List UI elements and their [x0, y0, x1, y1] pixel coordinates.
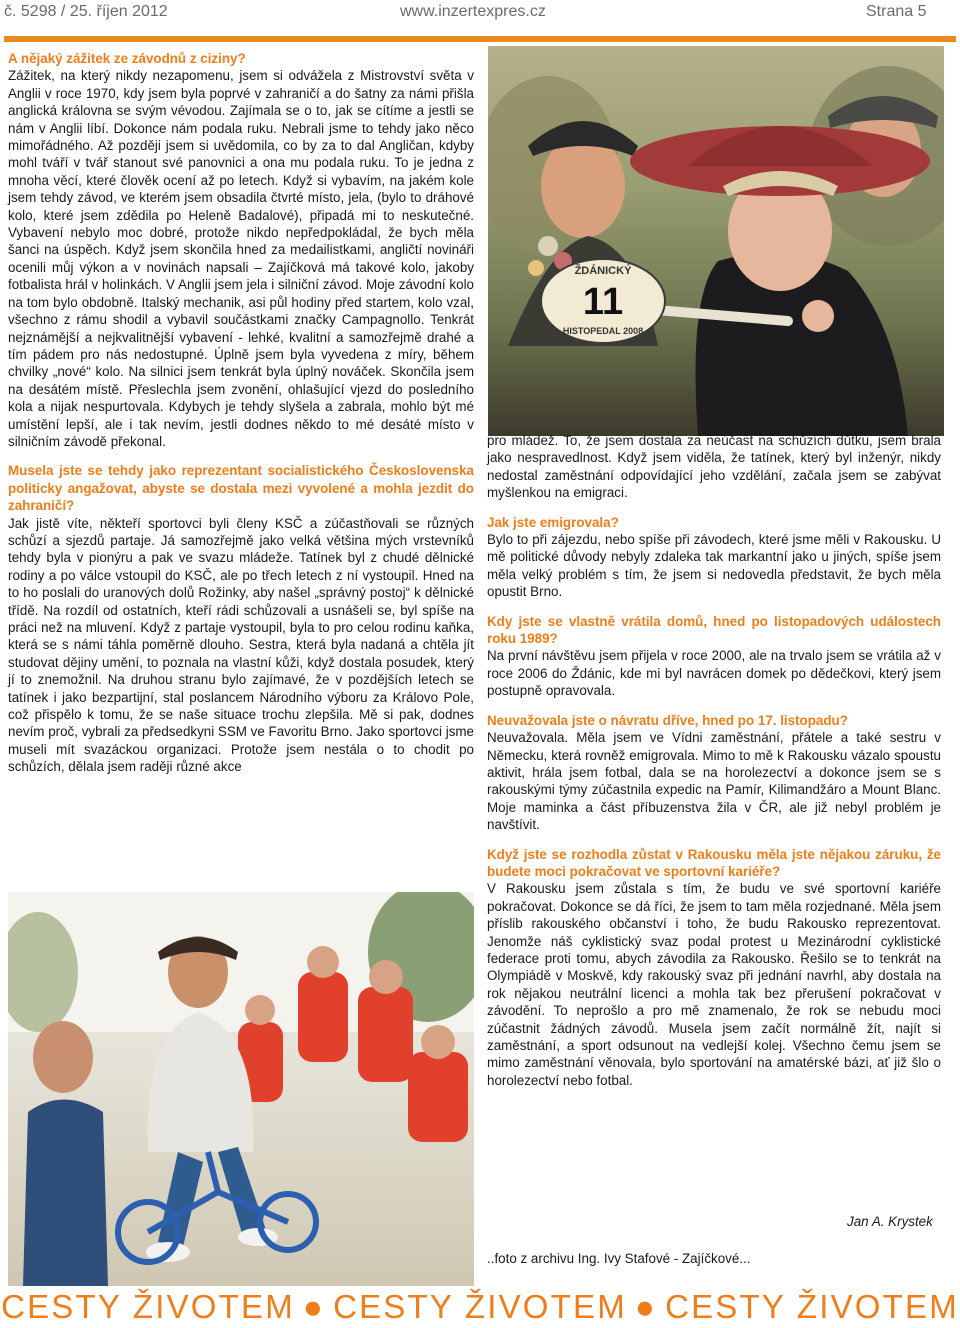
question-politics: Musela jste se tehdy jako reprezentant socialistického Československa politicky angažovat, abyste se dostala mezi vyvolené a mohla jezdit do zahraničí? [8, 463, 474, 514]
footer-title-1: CESTY ŽIVOTEM [1, 1288, 295, 1325]
header-rule [4, 36, 956, 42]
question-staying-austria: Když jste se rozhodla zůstat v Rakousku měla jste nějakou záruku, že budete moci pokračovat ve sportovní kariéře? [487, 846, 941, 879]
bullet-icon: ● [634, 1288, 658, 1325]
answer-foreign-experience: Zážitek, na který nikdy nezapomenu, jsem si odvážela z Mistrovství světa v Anglii v roce 1970, kdy jsem byla poprvé v zahraničí a do šatny za námi přišla anglická královna se svým vévodou. Zajímala se o to, jak se cítíme a jestli se nám v Anglii líbí. Dokonce nám podala ruku. Nebrali jsme to tehdy jako něco mimořádného. Až později jsem si uvědomila, co by za to dal Angličan, kdyby mohl tváří v tvář stanout své panovnici a ona mu podala ruku. To je jedna z mnoha věcí, které člověk ocení až po letech. Když si vybavím, na jakém kole jsem tehdy závod, ve kterém jsem obsadila čtvrté místo, jela, (bylo to dráhové kolo, které jsem zdědila po Heleně Badalové), připadá mi to neskutečné. Vybavení nebylo moc dobré, protože nikdo nepředpokládal, že bych měla šanci na úspěch. Když jsem skončila hned za medailistkami, angličtí novináři ocenili můj výkon a v novinách napsali – Zajíčková má takové kolo, jakoby fotbalista hrál v holinkách. V Anglii jsem jela i silniční závod. Moje závodní kolo na tom bylo obdobně. Italský mechanik, asi půl hodiny před startem, kolo vzal, všechno z rámu shodil a vybavil součástkami značky Campagnollo. Tenkrát nejznámější a nejkvalitnější vybavení - lehké, kvalitní a samozřejmě drahé a tím pádem pro nás nedostupné. Úplně jsem byla vyvedena z míry, během chvilky „nové“ kolo. Na silnici jsem tenkrát byla úplný nováček. Skončila jsem na desátém místě. Přeslechla jsem zvonění, ohlašující vjezd do posledního kola a nijak nespurtovala. Kdybych je tehdy slyšela a zabrala, mohlo být mé umístění lepší, ale i tak nevím, jestli dodnes někdo to mé desáté místo v silničním závodě překonal. [8, 68, 474, 449]
sign-number: 11 [582, 281, 624, 323]
race-number-sign [541, 259, 665, 343]
sign-subtitle: HISTOPEDAL 2008 [562, 326, 644, 336]
question-earlier-return: Neuvažovala jste o návratu dříve, hned po 17. listopadu? [487, 712, 848, 728]
photo-small-bicycle [8, 892, 474, 1286]
question-foreign-experience: A nějaký zážitek ze závodnů z ciziny? [8, 51, 246, 66]
photo-historical-costume [488, 46, 944, 436]
answer-staying-austria: V Rakousku jsem zůstala s tím, že budu ve své sportovní kariéře pokračovat. Dokonce se dá říci, že jsem to tam měla rozjednané. Měla jsem příslib rakouského občanství i toho, že budu Rakousko reprezentovat. Jenomže náš cyklistický svaz podal protest u Mezinárodní cyklistické federace proti tomu, abych závodila za Rakousko. Řešilo se to tenkrát na Olympiádě v Moskvě, kdy rakouský svaz při jednání navrhl, aby dostala na rok nějakou neutrální licenci a mohla tak bez přerušení pokračovat v závodění. To neprošlo a pro mě znamenalo, že rok se nebudu moci zúčastnit žádných závodů. Musela jsem začít normálně žít, najít si zaměstnání, a sport odsunout na vedlejší kolej. Všechno čemu jsem se mimo zaměstnání věnovala, bylo sportování na amatérské bázi, ať již šlo o horolezectví nebo fotbal. [487, 881, 941, 1088]
photo-credit: ..foto z archivu Ing. Ivy Stafové - Zajíčkové... [487, 1251, 751, 1266]
photo-small-bicycle-art [8, 892, 474, 1286]
footer-title-2: CESTY ŽIVOTEM [333, 1288, 627, 1325]
page-header [0, 0, 960, 30]
answer-return: Na první návštěvu jsem přijela v roce 2000, ale na trvalo jsem se vrátila až v roce 2006 do Ždánic, kde mi byl navrácen domek po dědečkovi, který jsem postupně opravovala. [487, 648, 941, 699]
answer-earlier-return: Neuvažovala. Měla jsem ve Vídni zaměstnání, přátele a také sestru v Německu, která rovněž emigrovala. Mimo to mě k Rakousku vázalo spoustu aktivit, hrála jsem fotbal, dala se na horolezectví a dokonce jsem se s rakouskými týmy zúčastnila expedic na Pamír, Kilimandžáro a Mount Blanc. Moje maminka a část příbuzenstva žila v ČR, ale již nebyl problém je navštívit. [487, 730, 941, 833]
bullet-icon: ● [302, 1288, 326, 1325]
article-left-column [8, 50, 474, 776]
question-return: Kdy jste se vlastně vrátila domů, hned po listopadových událostech roku 1989? [487, 613, 941, 647]
website-link[interactable]: www.inzertexpres.cz [400, 3, 546, 20]
answer-politics: Jak jistě víte, někteří sportovci byli členy KSČ a zúčastňovali se různých schůzí a sjezdů partaje. Já samozřejmě jako velká většina mých vrstevníků tehdy byla v pionýru a pak ve svazu mládeže. Tatínek byl z chudé dělnické rodiny a po válce vstoupil do KSČ, ale po třech letech z ní vystoupil. Hned na to ho poslali do uranových dolů Rožinky, aby našel „správný postoj“ k dělnické třídě. Na rozdíl od ostatních, kteří rádi schůzovali a usnášeli se, byl spíše na práci než na mluvení. Když z partaje vystoupil, byla to pro celou rodinu kaňka, která se s námi táhla poměrně dlouho. Sestra, která byla nadaná a chtěla jít studovat dějiny umění, to poznala na vlastní kůži, když dostala posudek, který jí to znemožnil. Na druhou stranu bylo zajímavé, že v pozdějších letech se tatínek i jako bezpartijní, stal poslancem Národního výboru za Královo Pole, což přispělo k tomu, že se naše situace trochu zlepšila. Mě si pak, dodnes nevím proč, vybrali za předsedkyni SSM ve Favoritu Brno. Jako sportovci jsme museli mít svazáckou organizaci. Protože jsem nestála o to chodit po schůzích, dělala jsem raději různé akce [8, 515, 474, 775]
page-footer-banner [0, 1288, 960, 1328]
answer-emigration: Bylo to při zájezdu, nebo spíše při závodech, které jsme měli v Rakousku. U mě politické důvody nebyly zdaleka tak markantní jako u jiných, spíše jsem měla velký problém s tím, že jsem si nedovedla představit, že bych měla opustit Brno. [487, 532, 941, 600]
photo-historical-costume-art [488, 46, 944, 436]
page-number: Strana 5 [866, 3, 927, 20]
sign-title: ŽDÁNICKÝ [574, 265, 632, 277]
article-right-column [487, 432, 941, 1089]
issue-number: č. 5298 / 25. říjen 2012 [4, 3, 168, 20]
answer-politics-continued: pro mládež. To, že jsem dostala za neúčast na schůzích důtku, jsem brala jako nespravedlnost. Když jsem viděla, že tatínek, který byl inženýr, nikdy nedostal zaměstnání odpovídající jeho vzdělání, začala jsem se zabývat myšlenkou na emigraci. [487, 433, 941, 501]
footer-title-3: CESTY ŽIVOTEM [665, 1288, 959, 1325]
article-author: Jan A. Krystek [847, 1214, 933, 1229]
question-emigration: Jak jste emigrovala? [487, 514, 619, 530]
